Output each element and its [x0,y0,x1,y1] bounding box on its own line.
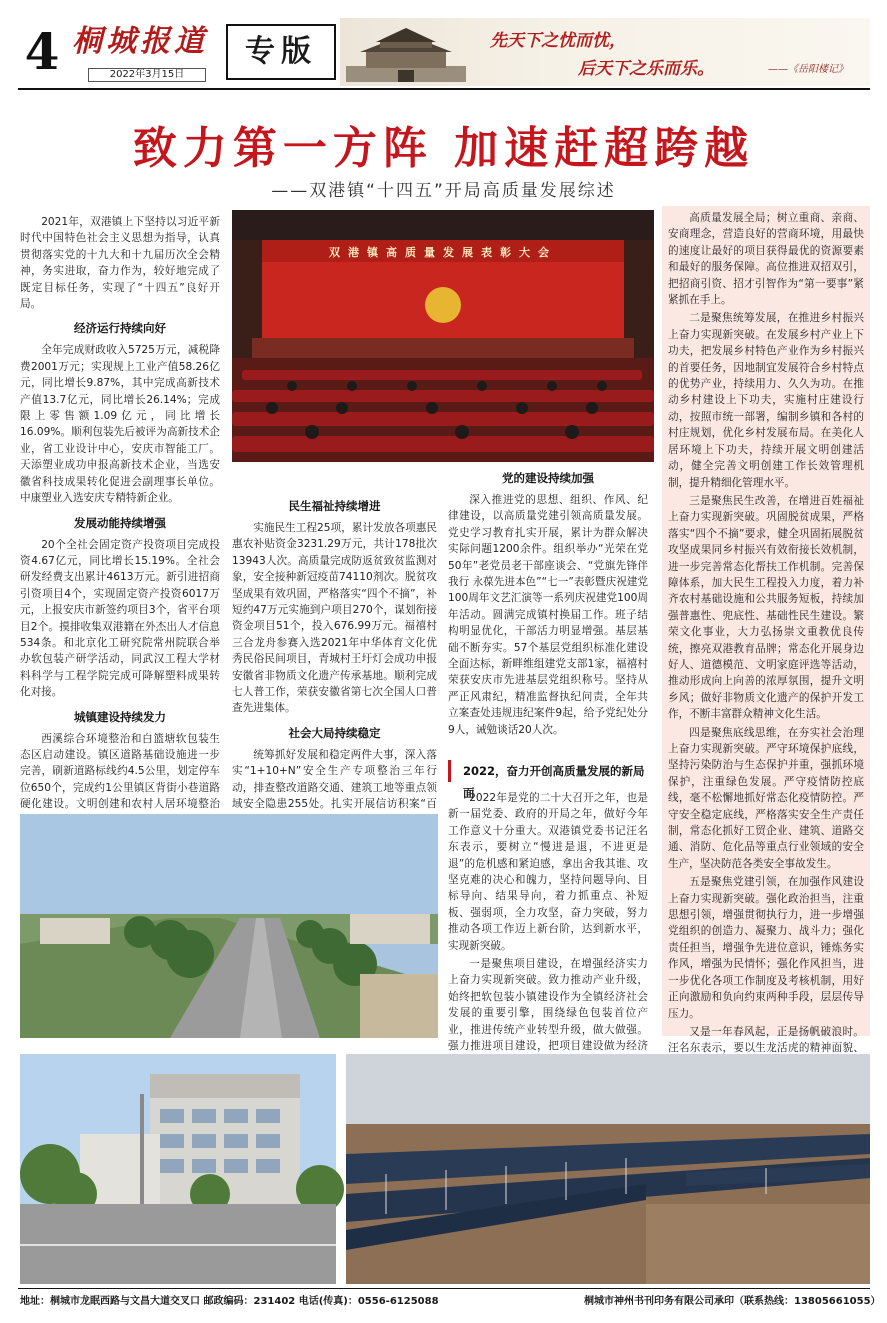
banner-quote-line1: 先天下之忧而忧， [490,31,626,51]
urban-paragraph: 西溪综合环境整治和白篮塘软包装生态区启动建设。镇区道路基础设施进一步完善，刷新道路标线约4.5公里，划定停车位650个，完成约1公里镇区背街小巷道路硬化建设。文明创建和农村人居环境整治 [20,732,220,811]
third-focus-paragraph: 三是聚焦民生改善，在增进百姓福祉上奋力实现新突破。巩固脱贫成果，严格落实“四个不摘”要求，健全巩固拓展脱贫攻坚成果同乡村振兴有效衔接长效机制，进一步完善常态化帮扶工作机制。完善保障体系，加大民生工程投入力度，着力补齐农村基础设施和公共服务短板，持续加强普惠性、兜底性、基础性民生建设。繁荣文化事业，大力弘扬崇文重教优良传统，擦亮双港教育品牌；常态化开展身边好人、道德模范、文明家庭评选等活动，推动形成向上向善的浓厚氛围，提升文明乡风；做好非物质文化遗产的保护开发工作，不断丰富群众精神文化生活。 [668,494,864,721]
article-column-3 [448,470,648,752]
masthead-rule [18,88,870,90]
second-focus-paragraph: 二是聚焦统筹发展，在推进乡村振兴上奋力实现新突破。在发展乡村产业上下功夫，把发展乡村特色产业作为乡村振兴的首要任务，因地制宜发展符合乡村特点的优势产业，持续用力、久久为功。在推动乡村建设上下功夫，实施村庄建设行动，按照市统一部署，编制乡镇和各村的村庄规划，优化乡村发展布局。在美化人居环境上下功夫，持续开展文明创建活动，健全完善文明创建工作长效管理机制，提升精细化管理水平。 [668,312,864,489]
town-road-photo [20,814,438,1038]
footer-address: 地址：桐城市龙眠西路与文昌大道交叉口 邮政编码：231402 电话(传真)：0556-6125088 [20,1296,439,1307]
article-column-3-cont [448,790,648,1053]
headline: 致力第一方阵 加速赶超跨越 [132,123,755,174]
header-banner [340,18,870,86]
box-title-2022: 2022，奋力开创高质量发展的新局面 [448,760,648,782]
subheadline: ——双港镇“十四五”开局高质量发展综述 [271,181,616,201]
paper-name: 桐城报道 [72,24,208,59]
issue-date: 2022年3月15日 [88,68,206,82]
fifth-focus-paragraph: 五是聚焦党建引领，在加强作风建设上奋力实现新突破。强化政治担当，注重思想引领，增强贯彻执行力，进一步增强党组织的创造力、凝聚力、战斗力；强化责任担当，增强争先进位意识，锤炼务实作风，增强为民情怀；强化作风担当，进一步优化各项工作制度及考核机制，用好正向激励和负向约束两种手段，层层传导压力。 [668,876,864,1020]
footer-rule [18,1288,870,1289]
article-column-4 [662,206,870,1055]
closing-paragraph: 又是一年春风起，正是扬帆破浪时。汪名东表示，要以生龙活虎的精神面貌、 [668,1025,864,1055]
stability-paragraph: 统筹抓好发展和稳定两件大事，深入落实“1+10+N”安全生产专项整治三年行动，排查整改道路交通、建筑工地等重点领域安全隐患255处。扎实开展信访积案“百 [232,748,437,811]
footer-printer: 桐城市神州书刊印务有限公司承印（联系热线：13805661055） [584,1296,881,1307]
livelihood-paragraph: 实施民生工程25项，累计发放各项惠民惠农补贴资金3231.29万元，共计178批次13943人次。高质量完成防返贫致贫监测对象，安全接种新冠疫苗74110剂次。脱贫攻坚成果有效巩固，严格落实“四个不摘”，补短约47万元实施到户项目270个，谋划衔接资金项目51个，投入676.99万元。福禧村三合龙舟参赛入选2021年中华体育文化优秀民俗民间项目，青城村王圩灯会成功申报安徽省非物质文化遗产传承基地。顺利完成七人普工作，荣获安徽省第七次全国人口普查先进集体。 [232,522,437,715]
solar-farm-illustration [346,1054,870,1284]
banner-quote-line2: 后天下之乐而乐。 [578,59,714,79]
fourth-focus-paragraph: 四是聚焦底线思维，在夯实社会治理上奋力实现新突破。严守环境保护底线，坚持污染防治与生态保护并重，强抓环境保护，注重绿色发展。严守疫情防控底线，毫不松懈地抓好常态化疫情防控。严守安全稳定底线，严格落实安全生产责任制，常态化抓好工贸企业、建筑、道路交通、消防、危化品等重点行业领域的安全生产，坚决防范各类安全事故发生。 [668,726,864,870]
momentum-paragraph: 20个全社会固定资产投资项目完成投资4.67亿元，同比增长15.19%。全社会研发经费支出累计4613万元。新引进招商引资项目4个，实现固定资产投资6017万元，上报安庆市新签约项目3个，省平台项目2个。摸排收集双港籍在外杰出人才信息534条。和北京化工研究院常州院联合举办软包装产研学活动，同武汉工程大学材料科学与工程学院完成可降解塑料成果转化对接。 [20,538,220,699]
economy-paragraph: 全年完成财政收入5725万元，减税降费2001万元；实现规上工业产值58.26亿元，同比增长9.87%，其中完成高新技术产值13.7亿元，同比增长26.14%；完成限上零售额1.09亿元，同比增长16.09%。顺利包装先后被评为高新技术企业，省工业设计中心，安庆市智能工厂。天添塑业成功申报高新技术企业，当选安徽省科技成果转化促进会副理事长单位。中康塑业入选安庆专精特新企业。 [20,344,220,505]
party-paragraph: 深入推进党的思想、组织、作风、纪律建设，以高质量党建引领高质量发展。党史学习教育扎实开展，累计为群众解决实际问题1200余件。组织举办“光荣在党50年”老党员老干部座谈会、“党旗先锋伴我行 永葆先进本色”“七一”表彰暨庆祝建党100周年文艺汇演等一系列庆祝建党100周年活动。圆满完成镇村换届工作。班子结构明显优化，干部活力明显增强。基层基础不断夯实。57个基层党组织标准化建设全面达标，新畔维组建党支部1家，福禧村荣获安庆市先进基层党组织称号。坚持从严正风肃纪，精准监督执纪问责，全年共立案查处违规违纪案件9起，给予党纪处分9人，诫勉谈话20人次。 [448,494,648,736]
article-column-1 [20,214,220,811]
section-heading-urban: 城镇建设持续发力 [74,709,166,724]
section-heading-economy: 经济运行持续向好 [74,321,166,336]
tower-illustration [346,26,466,82]
factory-building-illustration [20,1054,336,1284]
section-label: 专版 [226,24,336,80]
section-heading-party: 党的建设持续加强 [502,471,594,485]
section-heading-livelihood: 民生福祉持续增进 [288,499,381,513]
town-road-illustration [20,814,438,1038]
factory-building-photo [20,1054,336,1284]
banner-quote-source: ——《岳阳楼记》 [768,64,848,75]
masthead [18,18,870,86]
section-heading-momentum: 发展动能持续增强 [74,515,166,530]
solar-farm-photo [346,1054,870,1284]
page-number: 4 [24,22,60,81]
outlook-paragraph: 2022年是党的二十大召开之年，也是新一届党委、政府的开局之年，做好今年工作意义十分重大。双港镇党委书记汪名东表示，要树立“慢进是退，不进更是退”的危机感和紧迫感，拿出舍我其谁、攻坚克难的决心和魄力，坚持问题导向、目标导向、结果导向，着力抓重点、补短板、强弱项，全力攻坚，奋力突破，努力推动各项工作迈上新台阶，达到新水平，实现新突破。 [448,792,648,952]
section-heading-stability: 社会大局持续稳定 [288,725,381,740]
continued-paragraph: 高质量发展全局；树立重商、亲商、安商理念，营造良好的营商环境，用最快的速度让最好的项目获得最优的资源要素和最好的服务保障。高位推进双招双引，把招商引资、招才引智作为“第一要事”紧紧抓在手上。 [668,212,864,307]
meeting-banner-text: 双港镇高质量发展表彰大会 [329,246,557,259]
meeting-hall-photo [232,210,654,462]
article-column-2 [232,498,437,811]
intro-paragraph: 2021年，双港镇上下坚持以习近平新时代中国特色社会主义思想为指导，认真贯彻落实党的十九大和十九届历次全会精神，务实进取，奋力作为，较好地完成了既定目标任务，实现了“十四五”良好开局。 [20,216,220,311]
first-focus-paragraph: 一是聚焦项目建设，在增强经济实力上奋力实现新突破。致力推动产业升级，始终把软包装小镇建设作为全镇经济社会发展的重要引擎，围绕绿色包装首位产业，推进传统产业转型升级，做大做强。强力推进项目建设，把项目建设做为经济 [448,958,648,1053]
